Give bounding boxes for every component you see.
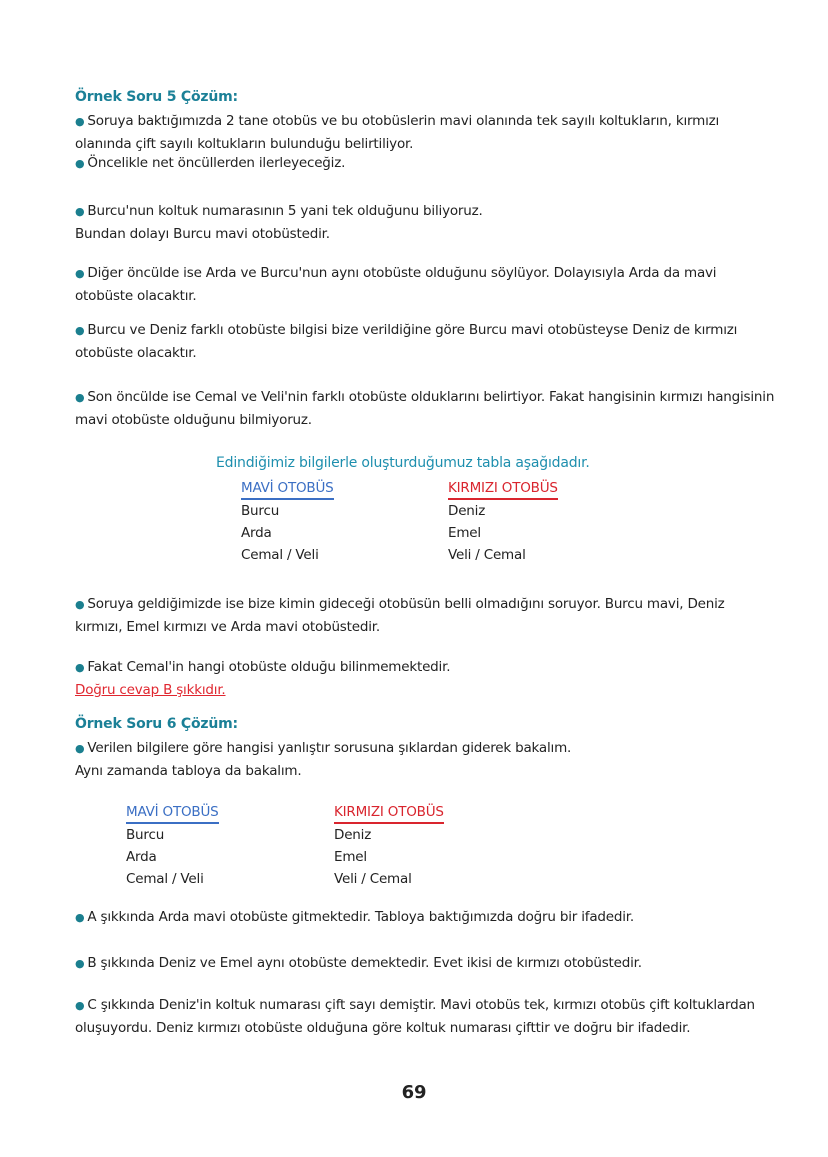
q6-paragraph: [75, 906, 775, 929]
q5-title: Örnek Soru 5 Çözüm:: [75, 89, 238, 105]
text: Burcu'nun koltuk numarasının 5 yani tek olduğunu biliyoruz.: [87, 203, 483, 219]
table-cell: Cemal / Veli: [241, 547, 319, 563]
bullet-icon: ●: [75, 999, 85, 1012]
text: Aynı zamanda tabloya da bakalım.: [75, 763, 302, 779]
text: A şıkkında Arda mavi otobüste gitmektedir. Tabloya baktığımızda doğru bir ifadedir.: [87, 909, 634, 925]
bullet-icon: ●: [75, 115, 85, 128]
q6-title: Örnek Soru 6 Çözüm:: [75, 716, 238, 732]
table-cell: Deniz: [448, 503, 486, 519]
text: Fakat Cemal'in hangi otobüste olduğu bilinmemektedir.: [87, 659, 451, 675]
bullet-icon: ●: [75, 324, 85, 337]
q6-paragraph: [75, 737, 775, 782]
answer-text: Doğru cevap B şıkkıdır.: [75, 682, 226, 698]
q5-paragraph: [75, 386, 775, 431]
bullet-icon: ●: [75, 742, 85, 755]
q6-paragraph: [75, 952, 775, 975]
q6-paragraph: [75, 994, 775, 1039]
table-cell: Cemal / Veli: [126, 871, 204, 887]
table-caption: Edindiğimiz bilgilerle oluşturduğumuz tabla aşağıdadır.: [216, 455, 590, 471]
table-cell: Emel: [448, 525, 481, 541]
q5-paragraph: [75, 152, 775, 175]
table-cell: Deniz: [334, 827, 372, 843]
q5-paragraph: [75, 110, 775, 155]
table-cell: Veli / Cemal: [334, 871, 412, 887]
text: B şıkkında Deniz ve Emel aynı otobüste demektedir. Evet ikisi de kırmızı otobüstedir.: [87, 955, 642, 971]
table-cell: Arda: [241, 525, 272, 541]
table-cell: Emel: [334, 849, 367, 865]
q5-paragraph: [75, 656, 775, 701]
text: Bundan dolayı Burcu mavi otobüstedir.: [75, 226, 330, 242]
bullet-icon: ●: [75, 661, 85, 674]
text: C şıkkında Deniz'in koltuk numarası çift sayı demiştir. Mavi otobüs tek, kırmızı otobüs çift koltuklardan oluşuyordu. Deniz kırmızı otobüste olduğuna göre koltuk numarası çifttir ve doğru bir ifadedir.: [75, 997, 755, 1036]
bullet-icon: ●: [75, 157, 85, 170]
page-number: 69: [401, 1082, 427, 1103]
table-cell: Veli / Cemal: [448, 547, 526, 563]
q5-paragraph: [75, 200, 775, 245]
bullet-icon: ●: [75, 911, 85, 924]
table-cell: Burcu: [241, 503, 280, 519]
text: Verilen bilgilere göre hangisi yanlıştır sorusuna şıklardan giderek bakalım.: [87, 740, 572, 756]
blue-bus-header: MAVİ OTOBÜS: [241, 478, 334, 500]
bullet-icon: ●: [75, 391, 85, 404]
table2-red-column: [334, 801, 444, 890]
table1-blue-column: [241, 477, 334, 566]
text: Burcu ve Deniz farklı otobüste bilgisi bize verildiğine göre Burcu mavi otobüsteyse Deniz de kırmızı otobüste olacaktır.: [75, 322, 738, 361]
blue-bus-header: MAVİ OTOBÜS: [126, 802, 219, 824]
table-cell: Arda: [126, 849, 157, 865]
bullet-icon: ●: [75, 957, 85, 970]
text: Diğer öncülde ise Arda ve Burcu'nun aynı otobüste olduğunu söylüyor. Dolayısıyla Arda da mavi otobüste olacaktır.: [75, 265, 717, 304]
bullet-icon: ●: [75, 267, 85, 280]
q5-paragraph: [75, 319, 775, 364]
text: Son öncülde ise Cemal ve Veli'nin farklı otobüste olduklarını belirtiyor. Fakat hangisinin kırmızı hangisinin mavi otobüste olduğunu bilmiyoruz.: [75, 389, 775, 428]
red-bus-header: KIRMIZI OTOBÜS: [334, 802, 444, 824]
text: Soruya geldiğimizde ise bize kimin gideceği otobüsün belli olmadığını soruyor. Burcu mavi, Deniz kırmızı, Emel kırmızı ve Arda mavi otobüstedir.: [75, 596, 725, 635]
bullet-icon: ●: [75, 205, 85, 218]
bullet-icon: ●: [75, 598, 85, 611]
table2-blue-column: [126, 801, 219, 890]
red-bus-header: KIRMIZI OTOBÜS: [448, 478, 558, 500]
table1-red-column: [448, 477, 558, 566]
table-cell: Burcu: [126, 827, 165, 843]
text: Öncelikle net öncüllerden ilerleyeceğiz.: [87, 155, 346, 171]
text: Soruya baktığımızda 2 tane otobüs ve bu otobüslerin mavi olanında tek sayılı koltukların, kırmızı olanında çift sayılı koltukların bulunduğu belirtiliyor.: [75, 113, 720, 152]
q5-paragraph: [75, 593, 775, 638]
q5-paragraph: [75, 262, 775, 307]
